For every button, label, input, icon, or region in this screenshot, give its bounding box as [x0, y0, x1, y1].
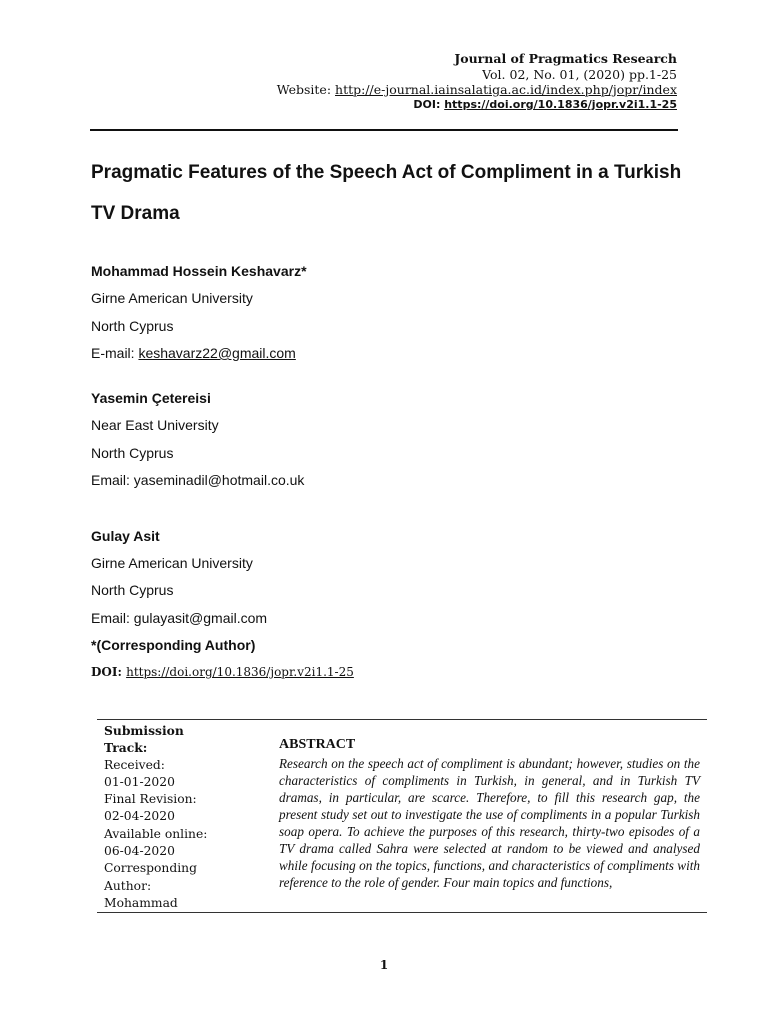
author-2-affiliation: Near East University: [91, 417, 219, 433]
author-2-location: North Cyprus: [91, 445, 174, 461]
author-3-name: Gulay Asit: [91, 528, 160, 544]
received-label: Received:: [104, 757, 165, 772]
abstract-box-top-rule: [97, 719, 707, 720]
author-3-email: gulayasit@gmail.com: [133, 610, 268, 626]
journal-website: [277, 82, 677, 98]
article-doi-link[interactable]: https://doi.org/10.1836/jopr.v2i1.1-25: [126, 665, 354, 679]
author-1-email-label: E-mail:: [91, 345, 139, 361]
available-online-date: 06-04-2020: [104, 844, 175, 859]
corresponding-label-2: Author:: [104, 878, 152, 893]
author-1-name: Mohammad Hossein Keshavarz*: [91, 263, 307, 279]
journal-doi: [413, 97, 677, 113]
corresponding-author-note: *(Corresponding Author): [91, 637, 256, 653]
author-3-email-label: Email:: [91, 610, 134, 626]
submission-heading-1: Submission: [104, 723, 184, 738]
journal-volume: Vol. 02, No. 01, (2020) pp.1-25: [482, 67, 677, 82]
submission-heading-2: Track:: [104, 740, 148, 756]
author-1-affiliation: Girne American University: [91, 290, 253, 306]
author-2-email-label: Email:: [91, 472, 134, 488]
website-label: Website:: [276, 82, 336, 97]
article-doi: [91, 665, 354, 679]
author-2-name: Yasemin Çetereisi: [91, 390, 211, 406]
article-doi-label: DOI:: [91, 665, 127, 679]
author-3-email-line: [91, 609, 267, 627]
corresponding-name: Mohammad: [104, 895, 178, 910]
author-1-location: North Cyprus: [91, 318, 174, 334]
corresponding-label-1: Corresponding: [104, 861, 197, 876]
abstract-box-bottom-rule: [97, 912, 707, 913]
header-divider: [90, 129, 678, 131]
author-3-affiliation: Girne American University: [91, 555, 253, 571]
author-2-email-line: [91, 471, 304, 489]
author-2-email: yaseminadil@hotmail.co.uk: [133, 472, 305, 488]
available-online-label: Available online:: [104, 826, 208, 841]
author-1-email-link[interactable]: keshavarz22@gmail.com: [138, 345, 296, 361]
website-link[interactable]: http://e-journal.iainsalatiga.ac.id/index.php/jopr/index: [335, 82, 677, 97]
paper-title: Pragmatic Features of the Speech Act of Compliment in a Turkish TV Drama: [91, 162, 682, 224]
doi-link[interactable]: https://doi.org/10.1836/jopr.v2i1.1-25: [444, 98, 677, 111]
journal-name: Journal of Pragmatics Research: [454, 51, 677, 66]
page-number: 1: [379, 958, 389, 972]
final-revision-date: 02-04-2020: [104, 809, 175, 824]
final-revision-label: Final Revision:: [104, 792, 197, 807]
author-3-location: North Cyprus: [91, 582, 174, 598]
doi-label: DOI:: [413, 98, 445, 111]
abstract-text: Research on the speech act of compliment is abundant; however, studies on the characteristics of compliments in Turkish, in general, and in Turkish TV dramas, in particular, are scarce. Therefore, to fill this research gap, the present study set out to investigate the use of compliments in a popular Turkish soap opera. To achieve the purposes of this research, thirty-two episodes of a TV drama called Sahra were selected at random to be viewed and analysed while focusing on the topics, functions, and characteristics of compliments with reference to the role of gender. Four main topics and functions,: [279, 756, 700, 890]
received-date: 01-01-2020: [104, 774, 175, 789]
submission-track: [104, 722, 254, 912]
abstract-heading: ABSTRACT: [279, 737, 356, 752]
author-1-email-line: [91, 344, 296, 362]
